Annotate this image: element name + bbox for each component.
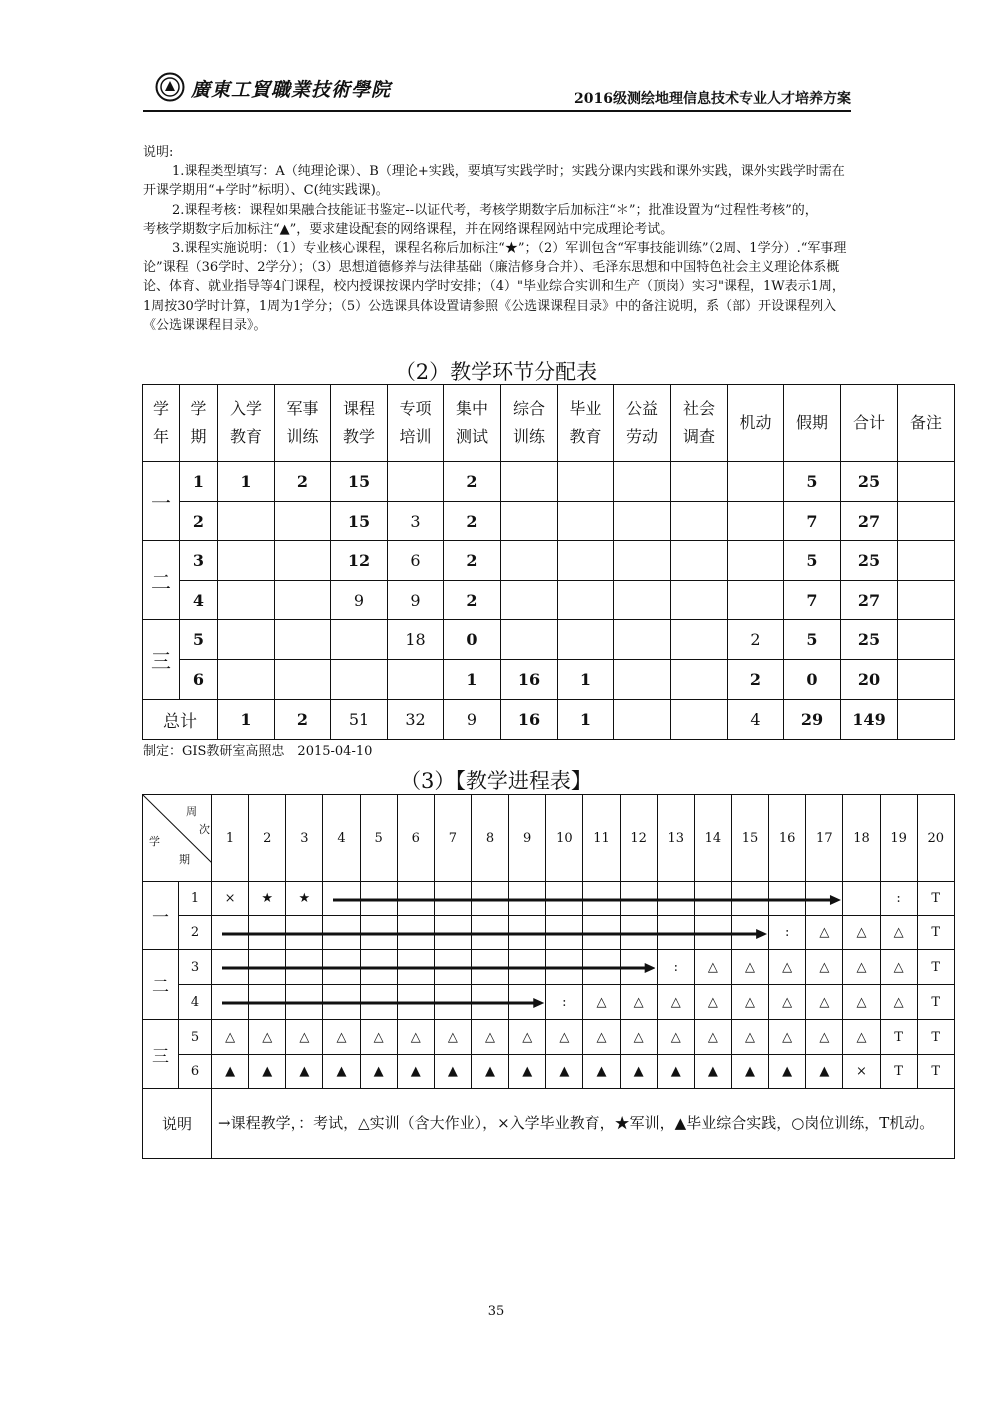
table3-header-row xyxy=(143,795,955,882)
header-text: 教学 xyxy=(342,427,375,446)
table2-cell xyxy=(331,660,388,700)
schedule-cell: △ xyxy=(880,985,917,1020)
schedule-cell: ▲ xyxy=(434,1055,471,1089)
schedule-cell xyxy=(843,882,880,916)
schedule-cell: ▲ xyxy=(806,1055,843,1089)
schedule-cell: ▲ xyxy=(360,1055,397,1089)
table2-cell: 16 xyxy=(501,660,558,700)
table2-cell: 25 xyxy=(841,620,898,660)
table2-cell xyxy=(728,502,784,541)
header-text: 入学 xyxy=(229,399,262,418)
table3-row xyxy=(143,1055,955,1089)
week-header-cell: 6 xyxy=(397,795,434,882)
table2-cell xyxy=(218,502,275,541)
note-item-1: 1.课程类型填写：A（纯理论课）、B（理论+实践，要填写实践学时；实践分课内实践和课外实践，课外实践学时需在开课学期用“+学时”标明）、C(纯实践课)。 xyxy=(143,164,845,199)
schedule-cell: ▲ xyxy=(546,1055,583,1089)
schedule-cell: △ xyxy=(583,1020,620,1055)
table2-cell: 5 xyxy=(180,620,218,660)
term-cell: 1 xyxy=(179,882,212,916)
week-header-cell: 1 xyxy=(212,795,249,882)
table2-row xyxy=(143,581,955,620)
schedule-cell: △ xyxy=(397,1020,434,1055)
table2-header-cell xyxy=(614,385,671,462)
term-cell: 6 xyxy=(179,1055,212,1089)
table2-cell: 5 xyxy=(784,620,841,660)
schedule-cell: △ xyxy=(360,1020,397,1055)
schedule-cell: △ xyxy=(806,916,843,950)
table2-header-cell xyxy=(558,385,614,462)
table2-cell xyxy=(614,541,671,581)
table2-header-cell xyxy=(501,385,558,462)
page-header xyxy=(143,66,851,112)
total-cell: 29 xyxy=(784,700,841,740)
schedule-cell: ▲ xyxy=(583,1055,620,1089)
table2-cell: 2 xyxy=(275,462,331,502)
schedule-cell: △ xyxy=(843,916,880,950)
header-text: 测试 xyxy=(455,427,488,446)
table2-title: （2）教学环节分配表 xyxy=(394,360,598,384)
header-text: 合计 xyxy=(852,413,885,432)
schedule-cell: △ xyxy=(620,1020,657,1055)
header-text: 训练 xyxy=(512,427,545,446)
schedule-cell: △ xyxy=(509,1020,546,1055)
term-cell: 3 xyxy=(179,950,212,985)
table2-cell xyxy=(501,541,558,581)
schedule-cell: ★ xyxy=(249,882,286,916)
table2-cell xyxy=(898,620,955,660)
table2-cell: 5 xyxy=(784,462,841,502)
table2-cell: 1 xyxy=(558,660,614,700)
table2-header-cell xyxy=(388,385,444,462)
week-header-cell: 12 xyxy=(620,795,657,882)
total-cell xyxy=(614,700,671,740)
schedule-cell: △ xyxy=(471,1020,508,1055)
diagonal-header-cell xyxy=(143,795,212,882)
week-header-cell: 9 xyxy=(509,795,546,882)
table2-cell: 9 xyxy=(331,581,388,620)
week-header-cell: 5 xyxy=(360,795,397,882)
total-cell: 32 xyxy=(388,700,444,740)
header-text: 专项 xyxy=(399,399,432,418)
table2-cell xyxy=(728,581,784,620)
table2-header-cell xyxy=(671,385,728,462)
table2-cell: 2 xyxy=(728,660,784,700)
week-header-cell: 13 xyxy=(657,795,694,882)
table2-cell: 2 xyxy=(180,502,218,541)
table2-cell: 9 xyxy=(388,581,444,620)
table2-cell xyxy=(558,620,614,660)
table2-cell xyxy=(388,462,444,502)
header-text: 培训 xyxy=(399,427,432,446)
schedule-cell: ▲ xyxy=(323,1055,360,1089)
table2-header-cell xyxy=(180,385,218,462)
table2-header-cell xyxy=(331,385,388,462)
week-header-cell: 17 xyxy=(806,795,843,882)
table2-cell: 7 xyxy=(784,581,841,620)
week-header-cell: 16 xyxy=(769,795,806,882)
table2-cell xyxy=(558,541,614,581)
schedule-cell: △ xyxy=(212,1020,249,1055)
schedule-cell: T xyxy=(917,985,954,1020)
total-cell: 51 xyxy=(331,700,388,740)
schedule-cell: : xyxy=(546,985,583,1020)
year-cell: 三 xyxy=(143,620,180,700)
total-cell xyxy=(671,700,728,740)
table3-title: （3）【教学进程表】 xyxy=(400,769,592,793)
schedule-cell: △ xyxy=(880,950,917,985)
schedule-cell: ▲ xyxy=(249,1055,286,1089)
legend-row xyxy=(143,1089,955,1159)
table2-cell xyxy=(501,462,558,502)
total-cell: 1 xyxy=(218,700,275,740)
arrow-icon xyxy=(222,928,767,940)
schedule-cell: T xyxy=(917,916,954,950)
week-header-cell: 11 xyxy=(583,795,620,882)
week-header-cell: 10 xyxy=(546,795,583,882)
table2-cell: 1 xyxy=(218,462,275,502)
table2-cell: 2 xyxy=(444,462,501,502)
header-text: 调查 xyxy=(682,427,715,446)
schedule-cell: ▲ xyxy=(694,1055,731,1089)
schedule-cell: △ xyxy=(769,950,806,985)
table2-cell xyxy=(671,462,728,502)
week-header-cell: 15 xyxy=(731,795,768,882)
schedule-cell: ▲ xyxy=(509,1055,546,1089)
header-text: 军事 xyxy=(286,399,319,418)
table2-header-cell xyxy=(841,385,898,462)
table2-cell: 1 xyxy=(180,462,218,502)
header-text: 假期 xyxy=(795,413,828,432)
notes-section xyxy=(143,143,903,335)
table2-cell xyxy=(501,502,558,541)
table2-row xyxy=(143,541,955,581)
schedule-cell: T xyxy=(917,882,954,916)
week-header-cell: 19 xyxy=(880,795,917,882)
header-text: 教育 xyxy=(569,427,602,446)
table2-cell: 25 xyxy=(841,541,898,581)
schedule-cell: △ xyxy=(694,950,731,985)
total-cell: 149 xyxy=(841,700,898,740)
schedule-cell: T xyxy=(880,1055,917,1089)
table2-cell xyxy=(728,541,784,581)
table2-cell: 2 xyxy=(444,581,501,620)
table2-header-cell xyxy=(444,385,501,462)
schedule-cell: △ xyxy=(731,1020,768,1055)
table2-cell xyxy=(218,620,275,660)
week-header-cell: 3 xyxy=(286,795,323,882)
schedule-cell: ▲ xyxy=(397,1055,434,1089)
schedule-cell: △ xyxy=(843,950,880,985)
table2-cell xyxy=(275,660,331,700)
header-text: 公益 xyxy=(625,399,658,418)
header-text: 训练 xyxy=(286,427,319,446)
table2-cell: 2 xyxy=(444,541,501,581)
header-text: 劳动 xyxy=(625,427,658,446)
schedule-cell: △ xyxy=(769,985,806,1020)
table2-cell xyxy=(614,620,671,660)
table2-cell xyxy=(218,581,275,620)
schedule-cell: ▲ xyxy=(731,1055,768,1089)
table2-header-cell xyxy=(275,385,331,462)
schedule-cell: △ xyxy=(731,985,768,1020)
table2-cell xyxy=(388,660,444,700)
table2-cell xyxy=(275,502,331,541)
schedule-cell: △ xyxy=(806,950,843,985)
table2-cell xyxy=(671,502,728,541)
year-cell: 二 xyxy=(143,950,179,1020)
schedule-cell: : xyxy=(657,950,694,985)
schedule-cell: △ xyxy=(694,985,731,1020)
table2-header-cell xyxy=(728,385,784,462)
table2-cell xyxy=(671,541,728,581)
schedule-cell: : xyxy=(880,882,917,916)
table2-cell xyxy=(218,541,275,581)
table2-cell: 0 xyxy=(784,660,841,700)
table2-cell: 3 xyxy=(388,502,444,541)
schedule-cell: ▲ xyxy=(620,1055,657,1089)
legend-label: 说明 xyxy=(143,1089,212,1159)
total-label: 总计 xyxy=(143,700,218,740)
table2-header-cell xyxy=(218,385,275,462)
total-cell: 9 xyxy=(444,700,501,740)
total-cell: 2 xyxy=(275,700,331,740)
week-header-cell: 20 xyxy=(917,795,954,882)
table2-cell: 12 xyxy=(331,541,388,581)
schedule-cell: △ xyxy=(620,985,657,1020)
table2-cell xyxy=(614,462,671,502)
schedule-cell: △ xyxy=(583,985,620,1020)
table2-cell xyxy=(898,462,955,502)
table2-row xyxy=(143,462,955,502)
year-cell: 三 xyxy=(143,1020,179,1089)
week-header-cell: 14 xyxy=(694,795,731,882)
table2-cell xyxy=(898,541,955,581)
table2-cell: 20 xyxy=(841,660,898,700)
header-text: 学 xyxy=(152,399,169,418)
table2-cell xyxy=(614,502,671,541)
schedule-cell: △ xyxy=(880,916,917,950)
week-header-cell: 2 xyxy=(249,795,286,882)
total-cell: 1 xyxy=(558,700,614,740)
schedule-cell: ▲ xyxy=(657,1055,694,1089)
schedule-cell: △ xyxy=(434,1020,471,1055)
week-header-cell: 8 xyxy=(471,795,508,882)
header-text: 综合 xyxy=(512,399,545,418)
term-cell: 2 xyxy=(179,916,212,950)
table2-cell xyxy=(728,462,784,502)
diagonal-label: 学 xyxy=(149,835,160,848)
table2-cell xyxy=(331,620,388,660)
table3-row xyxy=(143,1020,955,1055)
table2-cell: 0 xyxy=(444,620,501,660)
table2-cell xyxy=(558,581,614,620)
table2-row xyxy=(143,620,955,660)
schedule-cell: ★ xyxy=(286,882,323,916)
schedule-cell: T xyxy=(917,1055,954,1089)
note-item-3: 3.课程实施说明：（1）专业核心课程，课程名称后加标注“★”；（2）军训包含“军事技能训练”（2周、1学分）.“军事理论”课程（36学时、2学分）；（3）思想道德修养与法律基础（廉洁修身合并）、毛泽东思想和中国特色社会主义理论体系概论、体育、就业指导等4门课程，校内授课按课内学时安排；（4）"毕业综合实训和生产（顶岗）实习"课程，1W表示1周，1周按30学时计算，1周为1学分；（5）公选课具体设置请参照《公选课课程目录》中的备注说明，系（部）开设课程列入《公选课课程目录》。 xyxy=(143,241,847,333)
schedule-cell: △ xyxy=(546,1020,583,1055)
arrow-icon xyxy=(222,962,656,974)
table2-cell xyxy=(558,462,614,502)
term-cell: 5 xyxy=(179,1020,212,1055)
year-cell: 一 xyxy=(143,462,180,541)
table2-cell: 4 xyxy=(180,581,218,620)
table2-total-row xyxy=(143,700,955,740)
diagonal-label: 周 xyxy=(186,805,197,818)
document-title: 2016级测绘地理信息技术专业人才培养方案 xyxy=(574,91,851,107)
table2-cell xyxy=(558,502,614,541)
week-header-cell: 4 xyxy=(323,795,360,882)
notes-title: 说明: xyxy=(143,145,174,160)
table2-cell xyxy=(614,581,671,620)
table2-cell xyxy=(275,620,331,660)
schedule-cell: △ xyxy=(769,1020,806,1055)
table2-cell xyxy=(671,581,728,620)
table2-row xyxy=(143,502,955,541)
header-text: 学 xyxy=(190,399,207,418)
header-text: 机动 xyxy=(739,413,772,432)
schedule-cell: T xyxy=(917,950,954,985)
schedule-cell: △ xyxy=(843,985,880,1020)
table2-header-row xyxy=(143,385,955,462)
header-text: 毕业 xyxy=(569,399,602,418)
table2-header-cell xyxy=(898,385,955,462)
table2-cell: 6 xyxy=(180,660,218,700)
table2-cell xyxy=(501,620,558,660)
table2-cell xyxy=(671,660,728,700)
table2-cell: 27 xyxy=(841,581,898,620)
table2-cell: 27 xyxy=(841,502,898,541)
schedule-cell: T xyxy=(880,1020,917,1055)
table2-cell: 15 xyxy=(331,462,388,502)
table2-cell: 2 xyxy=(728,620,784,660)
header-text: 教育 xyxy=(229,427,262,446)
schedule-cell: △ xyxy=(806,1020,843,1055)
header-text: 课程 xyxy=(342,399,375,418)
table2-cell: 7 xyxy=(784,502,841,541)
table2-cell: 3 xyxy=(180,541,218,581)
header-text: 期 xyxy=(190,427,207,446)
legend-text: →课程教学，：考试，△实训（含大作业），×入学毕业教育，★军训，▲毕业综合实践，○岗位训练，T机动。 xyxy=(212,1089,955,1159)
header-text: 集中 xyxy=(455,399,488,418)
schedule-cell: ▲ xyxy=(471,1055,508,1089)
teaching-schedule-table xyxy=(142,794,955,1159)
schedule-cell: △ xyxy=(843,1020,880,1055)
schedule-cell: ▲ xyxy=(286,1055,323,1089)
header-text: 备注 xyxy=(909,413,942,432)
header-text: 年 xyxy=(152,427,169,446)
maker-note: 制定：GIS教研室高照忠 2015-04-10 xyxy=(143,744,373,759)
arrow-icon xyxy=(222,997,544,1009)
week-header-cell: 18 xyxy=(843,795,880,882)
table2-row xyxy=(143,660,955,700)
schedule-cell: △ xyxy=(694,1020,731,1055)
schedule-cell: ▲ xyxy=(769,1055,806,1089)
table2-cell xyxy=(898,581,955,620)
schedule-cell: △ xyxy=(806,985,843,1020)
table2-cell xyxy=(501,581,558,620)
header-text: 社会 xyxy=(682,399,715,418)
schedule-cell: × xyxy=(843,1055,880,1089)
total-cell: 4 xyxy=(728,700,784,740)
week-header-cell: 7 xyxy=(434,795,471,882)
note-item-2: 2.课程考核：课程如果融合技能证书鉴定--以证代考，考核学期数字后加标注“＊”；批准设置为“过程性考核”的， 考核学期数字后加标注“▲”，要求建设配套的网络课程，并在网络课程网站中完成理论考试。 xyxy=(143,202,903,237)
table2-cell: 6 xyxy=(388,541,444,581)
arrow-icon xyxy=(333,894,841,906)
table2-cell: 25 xyxy=(841,462,898,502)
table2-cell: 15 xyxy=(331,502,388,541)
schedule-cell: : xyxy=(769,916,806,950)
schedule-cell: △ xyxy=(249,1020,286,1055)
schedule-cell: △ xyxy=(323,1020,360,1055)
table2-cell xyxy=(218,660,275,700)
page-number: 35 xyxy=(487,1304,505,1319)
table2-cell: 5 xyxy=(784,541,841,581)
table2-cell: 18 xyxy=(388,620,444,660)
year-cell: 一 xyxy=(143,882,179,950)
total-cell xyxy=(898,700,955,740)
school-name: 廣東工貿職業技術學院 xyxy=(191,79,392,101)
diagonal-label: 次 xyxy=(199,823,210,836)
table2-cell xyxy=(614,660,671,700)
schedule-cell: T xyxy=(917,1020,954,1055)
table2-cell: 1 xyxy=(444,660,501,700)
schedule-cell: △ xyxy=(731,950,768,985)
table2-cell xyxy=(275,541,331,581)
schedule-cell: × xyxy=(212,882,249,916)
table2-header-cell xyxy=(143,385,180,462)
table2-cell xyxy=(898,660,955,700)
school-logo-icon xyxy=(155,72,185,102)
table2-cell xyxy=(275,581,331,620)
schedule-cell: ▲ xyxy=(212,1055,249,1089)
schedule-cell: △ xyxy=(657,985,694,1020)
schedule-cell: △ xyxy=(286,1020,323,1055)
total-cell: 16 xyxy=(501,700,558,740)
table2-cell xyxy=(671,620,728,660)
table2-cell xyxy=(898,502,955,541)
table2-header-cell xyxy=(784,385,841,462)
year-cell: 二 xyxy=(143,541,180,620)
table2-cell: 2 xyxy=(444,502,501,541)
diagonal-label: 期 xyxy=(179,853,190,866)
teaching-allocation-table xyxy=(142,384,955,740)
schedule-cell: △ xyxy=(657,1020,694,1055)
term-cell: 4 xyxy=(179,985,212,1020)
